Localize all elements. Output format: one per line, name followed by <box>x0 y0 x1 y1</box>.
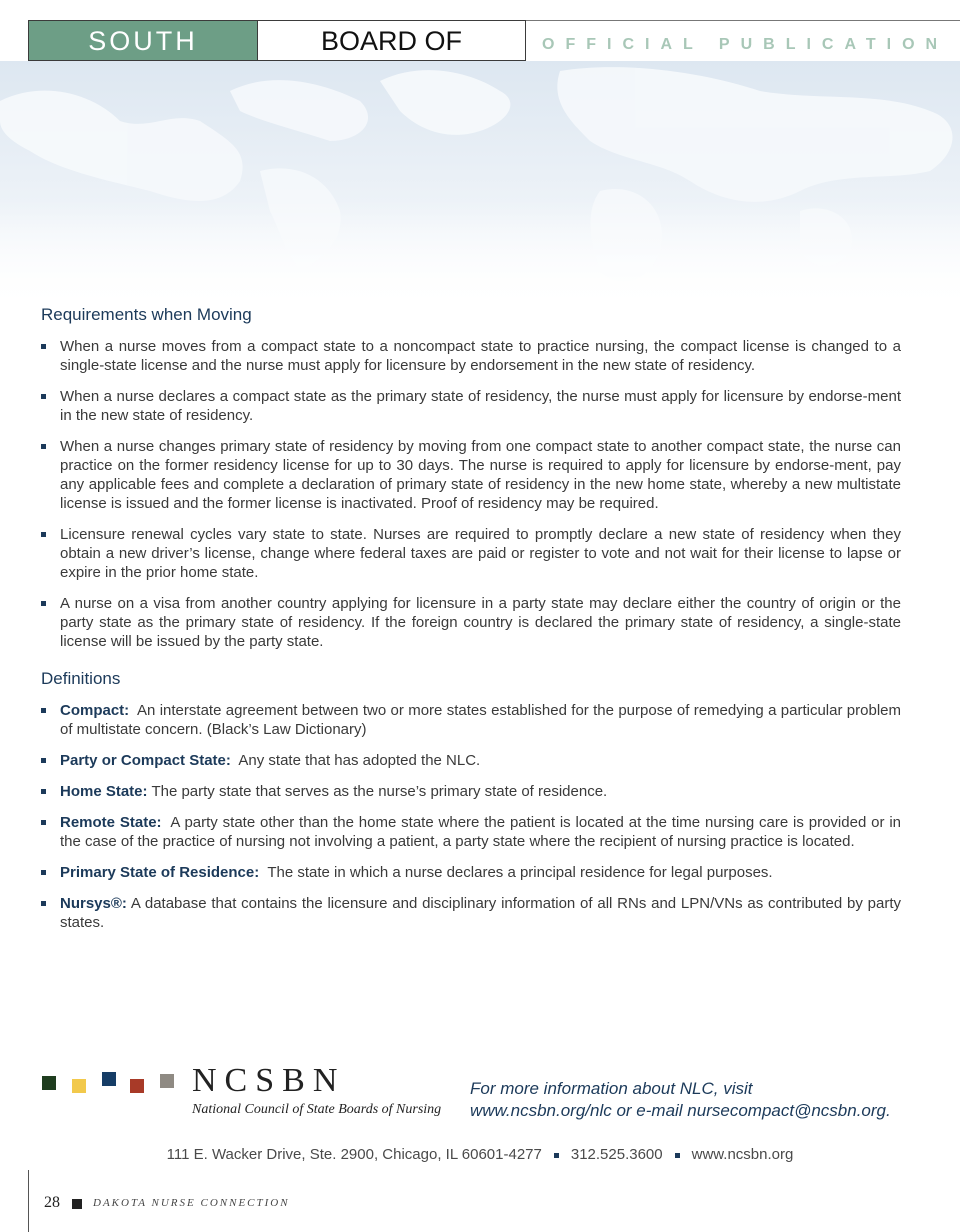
bullet-icon <box>41 708 46 713</box>
separator-icon <box>675 1153 680 1158</box>
logo-square-icon <box>102 1072 116 1086</box>
definition-text: An interstate agreement between two or more states established for the purpose of remedying a particular problem of multistate concern. (Black’s Law Dictionary) <box>60 702 901 738</box>
footer-divider <box>28 1170 29 1232</box>
logo-square-icon <box>130 1079 144 1093</box>
logo-square-icon <box>42 1076 56 1090</box>
masthead-state: SOUTH <box>28 20 258 61</box>
website-link[interactable]: www.ncsbn.org <box>691 1146 794 1163</box>
world-map-background <box>0 61 960 311</box>
nlc-info-line1: For more information about NLC, visit <box>470 1079 753 1098</box>
definition-term: Nursys®: <box>60 895 127 912</box>
nlc-info-line2[interactable]: www.ncsbn.org/nlc or e-mail nursecompact@ncsbn.org. <box>470 1101 891 1120</box>
list-item <box>41 337 901 375</box>
bullet-icon <box>41 901 46 906</box>
bullet-icon <box>41 758 46 763</box>
definition-item <box>41 751 901 770</box>
list-item <box>41 525 901 582</box>
contact-line <box>0 1146 960 1163</box>
definition-term: Party or Compact State: <box>60 752 231 769</box>
masthead-tagline: OFFICIAL PUBLICATION <box>526 20 960 61</box>
definition-item <box>41 782 901 801</box>
requirement-text: When a nurse changes primary state of residency by moving from one compact state to another compact state, the nurse can practice on the former residency license for up to 30 days. The nurse is required to apply for licensure by endorse-ment, pay any applicable fees and complete a declaration of primary state of residency in the new home state, whereby a new multistate license is issued and the former license is inactivated. Proof of residency may be required. <box>60 438 901 512</box>
bullet-icon <box>41 394 46 399</box>
bullet-icon <box>41 870 46 875</box>
bullet-icon <box>41 344 46 349</box>
requirement-text: When a nurse declares a compact state as the primary state of residency, the nurse must apply for licensure by endorse-ment in the new state of residency. <box>60 388 901 424</box>
ncsbn-logo-word: NCSBN <box>192 1062 346 1099</box>
list-item <box>41 437 901 513</box>
ncsbn-logo-subtitle: National Council of State Boards of Nursing <box>192 1102 442 1117</box>
definition-term: Remote State: <box>60 814 162 831</box>
definition-text: The party state that serves as the nurse’s primary state of residence. <box>151 783 608 800</box>
definitions-heading: Definitions <box>41 669 121 688</box>
requirement-text: Licensure renewal cycles vary state to state. Nurses are required to promptly declare a new state of residency when they obtain a new driver’s license, change where federal taxes are paid or register to vote and not wait for their license to lapse or expire in the prior home state. <box>60 526 901 581</box>
definition-item <box>41 813 901 851</box>
nlc-info <box>470 1078 930 1122</box>
separator-icon <box>554 1153 559 1158</box>
ncsbn-logo-squares <box>42 1072 182 1096</box>
requirement-text: When a nurse moves from a compact state to a noncompact state to practice nursing, the compact license is changed to a single-state license and the nurse must apply for licensure by endorsement in the new state of residency. <box>60 338 901 374</box>
address: 111 E. Wacker Drive, Ste. 2900, Chicago, IL 60601-4277 <box>166 1146 542 1163</box>
definition-text: The state in which a nurse declares a principal residence for legal purposes. <box>267 864 773 881</box>
definitions-list <box>41 701 901 932</box>
publication-title: DAKOTA NURSE CONNECTION <box>93 1197 290 1209</box>
definition-text: Any state that has adopted the NLC. <box>238 752 481 769</box>
definition-item <box>41 701 901 739</box>
list-item <box>41 594 901 651</box>
definition-item <box>41 863 901 882</box>
requirement-text: A nurse on a visa from another country applying for licensure in a party state may declare either the country of origin or the party state as the primary state of residency. If the foreign country is declared the primary state of residency, a single-state license will be issued by the party state. <box>60 595 901 650</box>
masthead-board: BOARD OF <box>258 20 526 61</box>
requirements-heading: Requirements when Moving <box>41 305 252 324</box>
bullet-icon <box>41 444 46 449</box>
bullet-icon <box>41 601 46 606</box>
bullet-icon <box>41 820 46 825</box>
definition-term: Primary State of Residence: <box>60 864 260 881</box>
article-body <box>41 305 901 944</box>
definition-text: A party state other than the home state where the patient is located at the time nursing care is provided or in the case of the practice of nursing not involving a patient, a party state where the recipient of nursing practice is located. <box>60 814 901 850</box>
definition-text: A database that contains the licensure and disciplinary information of all RNs and LPN/VNs as contributed by party states. <box>60 895 901 931</box>
masthead <box>28 20 960 61</box>
bullet-icon <box>41 789 46 794</box>
definition-term: Compact: <box>60 702 130 719</box>
logo-square-icon <box>72 1079 86 1093</box>
footer-square-icon <box>72 1199 82 1209</box>
bullet-icon <box>41 532 46 537</box>
logo-square-icon <box>160 1074 174 1088</box>
definition-term: Home State: <box>60 783 148 800</box>
page-number: 28 <box>44 1194 60 1211</box>
definition-item <box>41 894 901 932</box>
phone: 312.525.3600 <box>570 1146 663 1163</box>
list-item <box>41 387 901 425</box>
requirements-list <box>41 337 901 651</box>
